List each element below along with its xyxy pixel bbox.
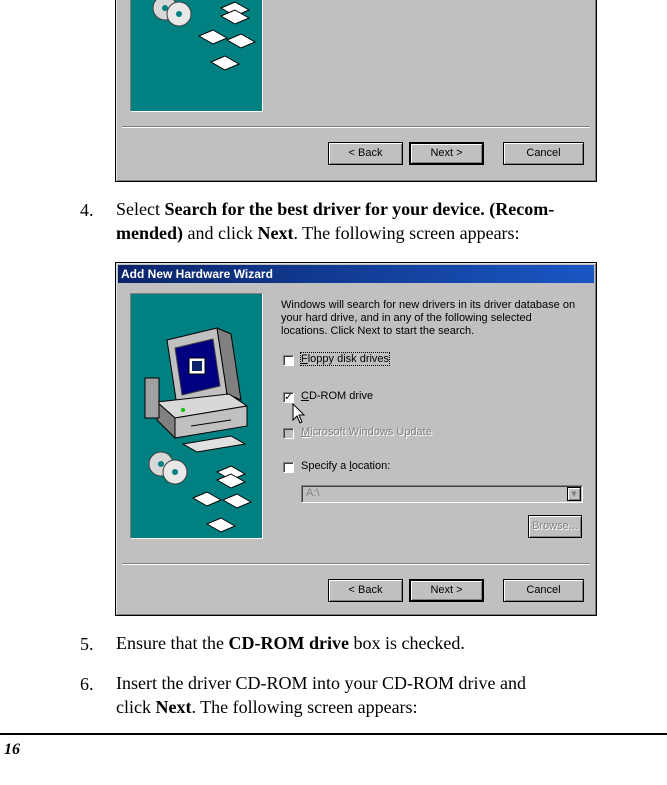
next-button-label: Next > — [430, 147, 463, 159]
step-6-text: Insert the driver CD-ROM into your CD-ROM drive and click Next. The following screen appears: — [116, 673, 526, 717]
windows-update-checkbox — [283, 428, 294, 439]
browse-button-label: Browse... — [532, 520, 578, 532]
location-combobox[interactable] — [301, 485, 583, 503]
specify-location-label[interactable]: Specify a location: — [301, 460, 391, 472]
cd-disks-icon — [131, 0, 262, 111]
next-button[interactable] — [409, 142, 484, 165]
wizard-titlebar[interactable] — [118, 265, 594, 283]
computer-illustration-icon — [131, 294, 262, 538]
cdrom-checkbox[interactable]: ✓ — [284, 392, 293, 403]
previous-wizard-dialog — [115, 0, 597, 182]
cancel-button-label: Cancel — [526, 147, 561, 159]
cancel-button[interactable] — [503, 142, 584, 165]
step-number: 5. — [80, 634, 94, 654]
page-number: 16 — [4, 741, 20, 758]
wizard-illustration — [130, 293, 263, 539]
cdrom-label[interactable]: CD-ROM drive — [301, 390, 374, 402]
step-number: 4. — [80, 200, 94, 220]
wizard-illustration — [130, 0, 263, 112]
next-button-label: Next > — [430, 584, 463, 596]
floppy-checkbox[interactable] — [283, 355, 294, 366]
button-separator — [122, 563, 590, 565]
back-button[interactable] — [328, 579, 403, 602]
step-5-text: Ensure that the CD-ROM drive box is checked. — [116, 633, 465, 653]
browse-button — [528, 515, 582, 538]
back-button-label: < Back — [348, 584, 383, 596]
floppy-label[interactable]: Floppy disk drives — [301, 353, 390, 365]
location-value: A:\ — [306, 487, 320, 499]
cancel-button[interactable] — [503, 579, 584, 602]
windows-update-label: Microsoft Windows Update — [301, 426, 432, 438]
back-button-label: < Back — [348, 147, 383, 159]
step-number: 6. — [80, 674, 94, 694]
next-button[interactable] — [409, 579, 484, 602]
wizard-title: Add New Hardware Wizard — [121, 267, 273, 281]
back-button[interactable] — [328, 142, 403, 165]
button-separator — [122, 126, 590, 128]
cancel-button-label: Cancel — [526, 584, 561, 596]
specify-location-checkbox[interactable] — [283, 462, 294, 473]
add-new-hardware-wizard — [115, 262, 597, 616]
cursor-icon — [292, 403, 306, 425]
footer-rule — [0, 733, 667, 735]
wizard-description: Windows will search for new drivers in its driver database on your hard drive, and in any of the following selected locations. Click Next to start the search. — [281, 299, 576, 337]
chevron-down-icon[interactable]: ▼ — [567, 487, 581, 501]
step-4-text: Select Search for the best driver for your device. (Recom- mended) and click Next. The following screen appears: — [116, 199, 555, 243]
